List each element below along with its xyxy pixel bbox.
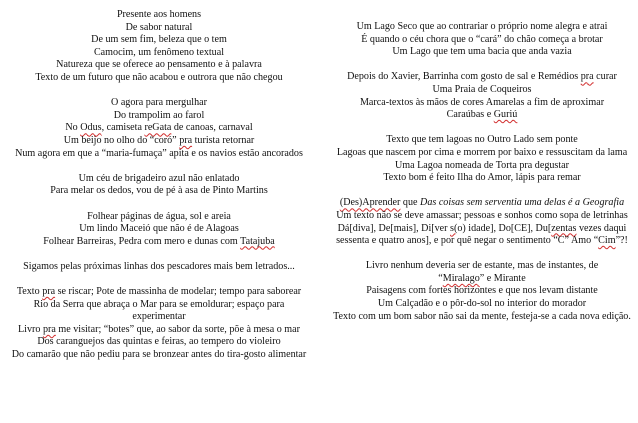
left-stanza-1 [6, 9, 312, 85]
poem-line: Texto que tem lagoas no Outro Lado sem ponte [386, 134, 578, 146]
spellcheck-word: Tatajuba [240, 235, 275, 247]
poem-line [6, 122, 312, 135]
poem-line [6, 135, 312, 148]
poem-right-column [332, 21, 632, 336]
left-stanza-2 [6, 97, 312, 160]
poem-line: Uma Praia de Coqueiros [432, 83, 532, 95]
poem-line: Presente aos homens [116, 9, 202, 20]
poem-line: Camocim, um fenômeno textual [93, 46, 225, 58]
text-run: se riscar; Pote de massinha de modelar; tempo para saborear [55, 286, 302, 298]
text-run: Dá[diva], De[mais], Di[ver [337, 222, 451, 234]
poem-line: Do trampolim ao farol [113, 109, 205, 121]
text-run: Texto [16, 286, 43, 298]
left-stanza-6 [6, 286, 312, 362]
poem-line [6, 286, 312, 299]
poem-line: Um texto não se deve amassar; pessoas e sonhos como sopa de letrinhas [336, 209, 628, 221]
poem-line: O agora para mergulhar [111, 97, 207, 109]
right-stanza-1 [332, 21, 632, 59]
poem-line [332, 71, 632, 84]
text-run: Depois do Xavier, Barrinha com gosto de sal e Remédios [347, 71, 581, 83]
poem-line: Para melar os dedos, vou de pé à asa de Pinto Martins [50, 185, 268, 197]
poem-line: Texto de um futuro que não acabou e outrora que não chegou [35, 71, 283, 83]
spellcheck-word: pra [580, 71, 594, 83]
poem-line: Um Lago que tem uma bacia que anda vazia [392, 46, 572, 58]
right-stanza-3 [332, 134, 632, 184]
left-stanza-4 [6, 211, 312, 249]
spellcheck-word: Cim [598, 235, 616, 247]
poem-line [6, 236, 312, 249]
text-run: , camiseta [101, 122, 145, 134]
poem-line: Dos caranguejos das quintas e feiras, ao tempero do violeiro [37, 336, 281, 348]
poem-line: Marca-textos às mãos de cores Amarelas a fim de aproximar [359, 96, 605, 108]
poem-line: Um Lago Seco que ao contrariar o próprio nome alegra e atrai [356, 21, 608, 32]
spellcheck-word: s( [450, 222, 458, 234]
spellcheck-word: Guriú [493, 109, 518, 121]
poem-line: Texto bom é feito Ilha do Amor, lápis para remar [383, 172, 581, 184]
right-stanza-4 [332, 197, 632, 247]
spellcheck-word: zentas [551, 222, 577, 234]
italic-text: Das coisas sem serventia uma delas é a Geografia [420, 197, 625, 209]
poem-line: Folhear páginas de água, sol e areia [87, 210, 231, 222]
text-run: “ [438, 272, 443, 284]
text-run: Folhear Barreiras, Pedra com mero e dunas com [43, 235, 241, 247]
poem-line: É quando o céu chora que o “cará” do chão começa a brotar [361, 33, 603, 45]
spellcheck-word: pra [42, 286, 56, 298]
spellcheck-word: pra [42, 323, 56, 335]
poem-line [332, 109, 632, 122]
spellcheck-word: (Des)Aprender [339, 197, 401, 209]
text-run: No [65, 122, 81, 134]
text-run: curar [593, 71, 617, 83]
text-run: vezes daqui sessenta e quatro anos], e por quê negar o sentimento “C” Amo “ [336, 222, 627, 247]
poem-line [6, 324, 312, 337]
poem-line: Livro nenhum deveria ser de estante, mas de instantes, de [365, 260, 599, 272]
poem-line: Do camarão que não pediu para se bronzear antes do tira-gosto alimentar [11, 349, 307, 361]
right-stanza-5 [332, 260, 632, 323]
poem-line [332, 273, 632, 286]
spellcheck-word: Odus [80, 122, 102, 134]
poem-line: De um sem fim, beleza que o tem [91, 34, 227, 46]
poem-line: Num agora em que a “maria-fumaça” apita e os navios estão ancorados [15, 147, 303, 159]
poem-left-column [6, 9, 312, 374]
text-run: o) idade], Do[CE], Du[ [457, 222, 552, 234]
poem-line: Texto com um bom sabor não sai da mente, festeja-se a cada nova edição. [333, 310, 631, 322]
poem-line: Uma Lagoa nomeada de Torta pra degustar [395, 159, 569, 171]
text-run: turista retornar [192, 134, 255, 146]
text-run: Caraúbas e [446, 109, 494, 121]
text-run: Livro [18, 323, 43, 335]
left-stanza-5 [6, 261, 312, 274]
right-stanza-2 [332, 71, 632, 121]
poem-line: De sabor natural [125, 21, 193, 33]
poem-line: Rio da Serra que abraça o Mar para se emoldurar; espaço para experimentar [33, 298, 285, 323]
poem-line: Um céu de brigadeiro azul não enlatado [78, 172, 240, 184]
text-run: que [400, 197, 421, 209]
poem-line: Paisagens com fortes horizontes e que nos levam distante [366, 285, 598, 297]
poem-line [332, 197, 632, 210]
left-stanza-3 [6, 173, 312, 198]
text-run: de canoas, carnaval [171, 122, 253, 134]
poem-line: Um Calçadão e o pôr-do-sol no interior do morador [377, 298, 587, 310]
spellcheck-word: Miralago [442, 272, 480, 284]
poem-line: Um lindo Maceió que não é de Alagoas [79, 223, 239, 235]
spellcheck-word: reGata [144, 122, 172, 134]
poem-line: Lagoas que nascem por cima e morrem por baixo e ressuscitam da lama [336, 146, 628, 158]
poem-line: Natureza que se oferece ao pensamento e à palavra [56, 59, 262, 71]
poem-line [332, 223, 632, 248]
text-run: ”?! [615, 235, 628, 247]
text-run: Um beijo no olho do “coró” [63, 134, 180, 146]
text-run: ” e Mirante [479, 272, 526, 284]
poem-line: Sigamos pelas próximas linhas dos pescadores mais bem letrados... [23, 260, 295, 272]
text-run: me visitar; “botes” que, ao sabor da sorte, põe à mesa o mar [55, 323, 300, 335]
spellcheck-word: pra [179, 134, 193, 146]
